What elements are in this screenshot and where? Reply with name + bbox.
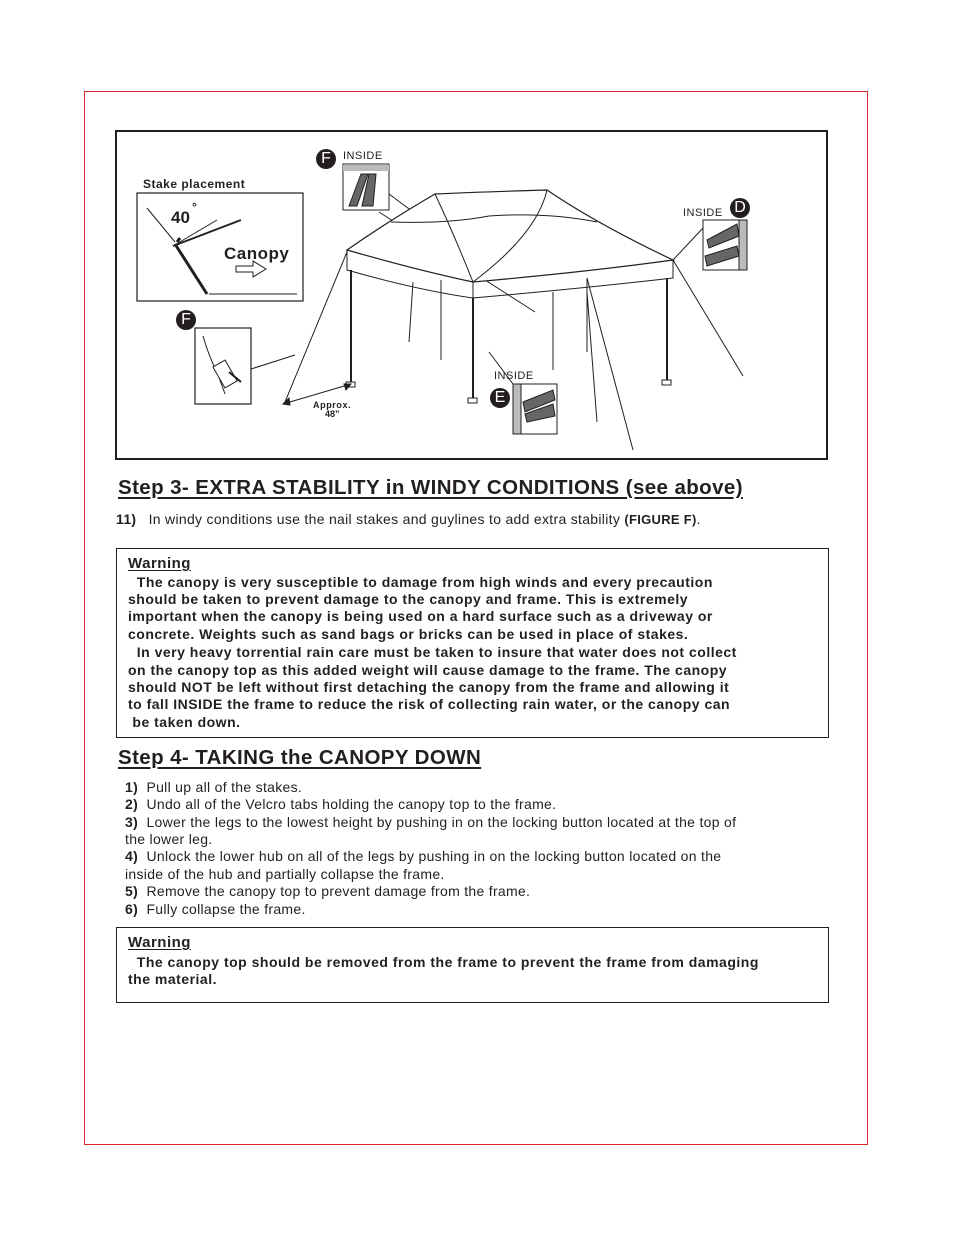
warning-2-line: The canopy top should be removed from the frame to prevent the frame from damaging [128, 954, 759, 970]
stake-head [177, 238, 180, 242]
warning-box-1 [116, 548, 829, 738]
approx-label: Approx. [313, 400, 352, 410]
step4-heading: Step 4- TAKING the CANOPY DOWN [118, 746, 482, 769]
pointer-line-d [673, 228, 703, 260]
canopy-top [347, 190, 673, 282]
warning-1-line: The canopy is very susceptible to damage from high winds and every precaution [128, 574, 713, 590]
badge-f-bottom: F [176, 310, 196, 330]
step3-item-text: In windy conditions use the nail stakes and guylines to add extra stability [148, 511, 621, 527]
stake [175, 244, 207, 294]
degree-symbol: ° [192, 200, 197, 214]
distance-label: 48” [325, 409, 340, 419]
step4-item: inside of the hub and partially collapse the frame. [125, 866, 445, 882]
warning-1-title: Warning [128, 555, 191, 572]
inside-label-f: INSIDE [343, 150, 383, 162]
stake-placement-label: Stake placement [143, 177, 246, 191]
step3-figure-ref: (FIGURE F) [624, 512, 697, 527]
step4-item: 4) Unlock the lower hub on all of the legs by pushing in on the locking button located on the [125, 848, 722, 864]
assembly-figure [115, 130, 828, 460]
warning-1-line: to fall INSIDE the frame to reduce the risk of collecting rain water, or the canopy can [128, 696, 731, 712]
warning-1-line: should be taken to prevent damage to the canopy and frame. This is extremely [128, 591, 689, 607]
badge-f-top: F [316, 149, 336, 169]
step4-item: 5) Remove the canopy top to prevent damage from the frame. [125, 883, 531, 899]
warning-2-title: Warning [128, 934, 191, 951]
warning-1-line: on the canopy top as this added weight will cause damage to the frame. The canopy [128, 662, 728, 678]
guyline-right [673, 260, 743, 376]
step3-heading: Step 3- EXTRA STABILITY in WINDY CONDITIONS (see above) [118, 476, 743, 499]
warning-box-2 [116, 927, 829, 1003]
guyline-mid-left [409, 282, 413, 342]
angle-label: 40 [171, 208, 190, 227]
inside-label-e: INSIDE [494, 370, 534, 382]
step3-item [116, 511, 701, 527]
pointer-line [251, 355, 295, 369]
warning-1-line: concrete. Weights such as sand bags or bricks can be used in place of stakes. [128, 626, 689, 642]
warning-1-line: should NOT be left without first detaching the canopy from the frame and allowing it [128, 679, 730, 695]
stake-clamp [213, 360, 237, 388]
step3-item-number: 11) [116, 511, 137, 527]
step4-item: 6) Fully collapse the frame. [125, 901, 306, 917]
step4-item: 2) Undo all of the Velcro tabs holding the canopy top to the frame. [125, 796, 557, 812]
warning-1-line: In very heavy torrential rain care must be taken to insure that water does not collect [128, 644, 737, 660]
step3-item-end: . [696, 511, 701, 527]
warning-1-line: be taken down. [128, 714, 241, 730]
step4-item: 1) Pull up all of the stakes. [125, 779, 303, 795]
canopy-label: Canopy [224, 244, 290, 263]
inside-label-d: INSIDE [683, 207, 723, 219]
warning-1-line: important when the canopy is being used on a hard surface such as a driveway or [128, 608, 713, 624]
guyline-mid-right [587, 278, 633, 450]
warning-2-line: the material. [128, 971, 217, 987]
guyline-left [285, 252, 347, 402]
step4-item: 3) Lower the legs to the lowest height by pushing in on the locking button located at the top of [125, 814, 737, 830]
badge-e: E [490, 388, 510, 408]
step4-item: the lower leg. [125, 831, 213, 847]
badge-d: D [730, 198, 750, 218]
